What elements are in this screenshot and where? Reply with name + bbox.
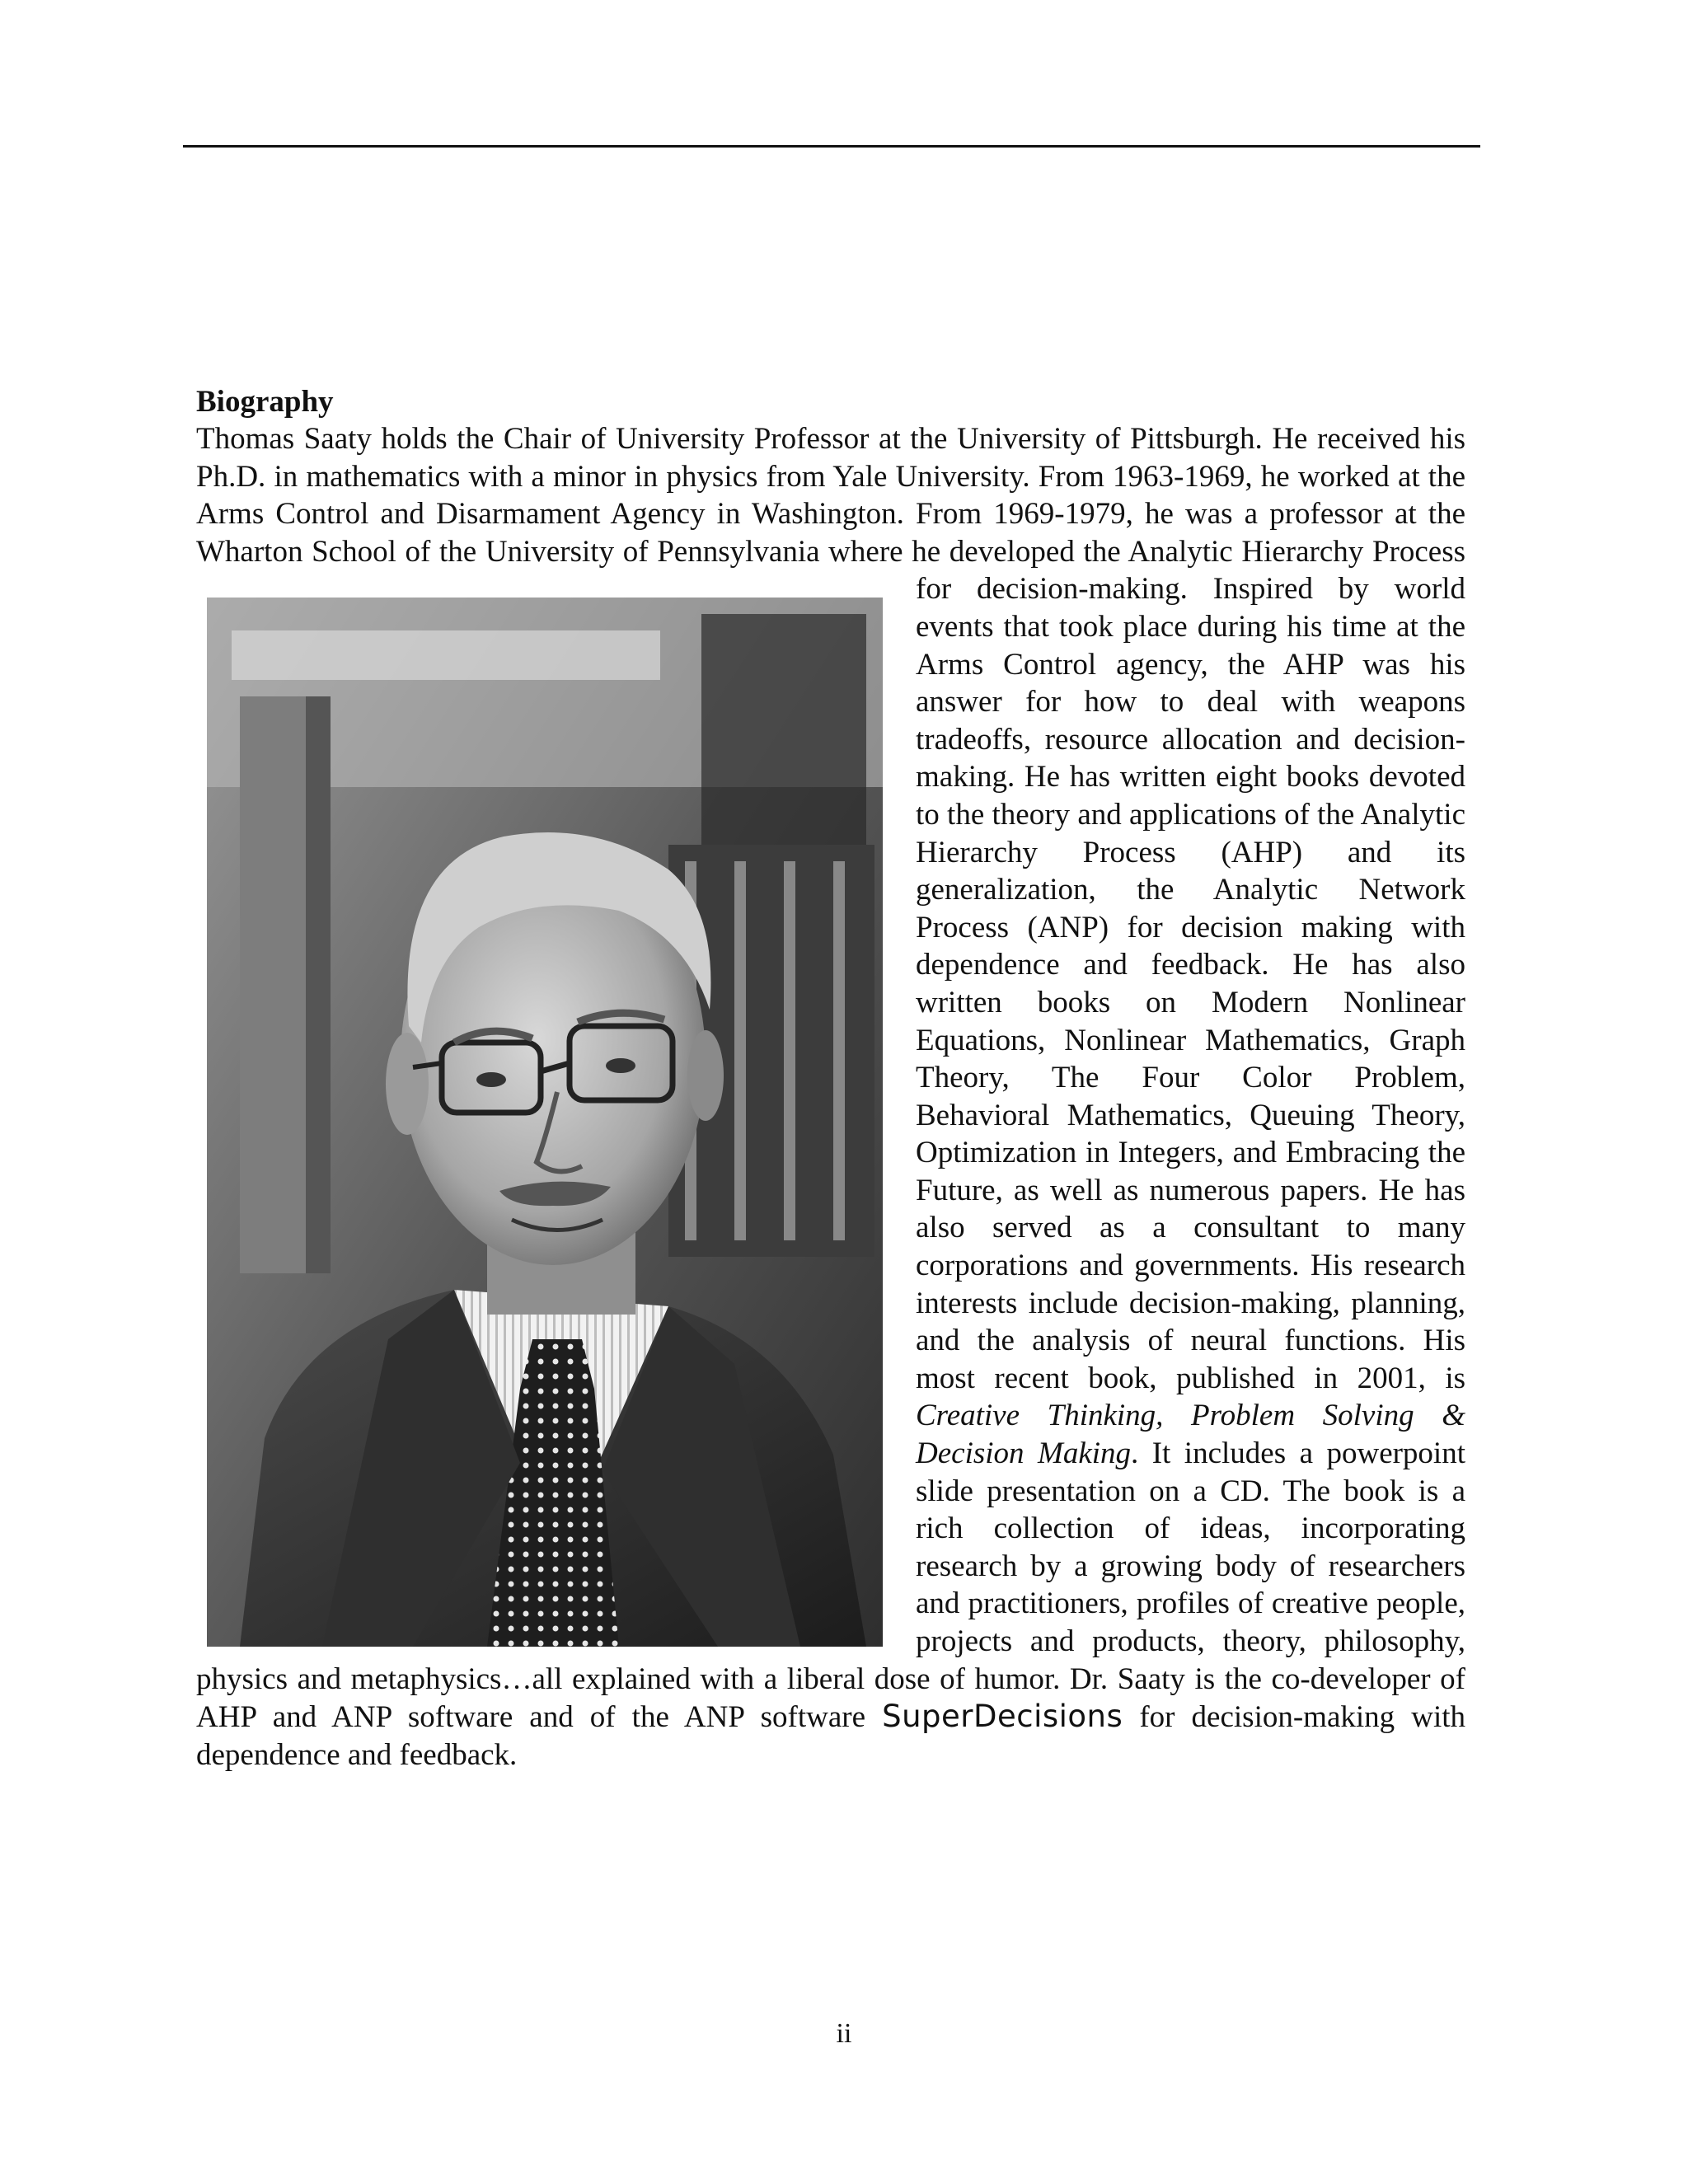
portrait-photo [207,598,883,1647]
header-rule [183,145,1480,148]
biography-part1: Thomas Saaty holds the Chair of University Professor at the University of Pittsburgh. He received his Ph.D. in mathematics with a minor in physics from Yale University. From 1963-1969, he worked at the Arms Control and Disarmament Agency in Washington. From 1969-1979, he was a professor at the Wharton School of the University of Pennsylvania where he developed the Analytic Hierarchy Process for decision-making. Inspired by world events that took place during his time at the Arms Control agency, the AHP was his answer for how to deal with weapons tradeoffs, resource allocation and decision-making. He has written eight books devoted to the theory and applications of the Analytic Hierarchy Process (AHP) and its generalization, the Analytic Network Process (ANP) for decision making with dependence and feedback. He has also written books on Modern Nonlinear Equations, Nonlinear Mathematics, Graph Theory, The Four Color Problem, Behavioral Mathematics, Queuing Theory, Optimization in Integers, and Embracing the Future, as well as numerous papers. He has also served as a consultant to many corporations and governments. His research interests include decision-making, planning, and the analysis of neural functions. His most recent book, published in 2001, is [196,422,1465,1395]
book-title: Creative Thinking, Problem Solving & Decision Making [916,1399,1465,1471]
biography-part3: for decision-making with dependence and feedback. [196,1700,1466,1772]
portrait-photo-graphic [207,598,883,1647]
software-name: SuperDecisions [882,1699,1123,1735]
section-heading: Biography [196,385,334,419]
biography-part2: . It includes a powerpoint slide presentation on a CD. The book is a rich collection of ideas, incorporating research by a growing body of researchers and practitioners, profiles of creative people, projects and products, theory, philosophy, physics and metaphysics…all explained with a liberal dose of humor. Dr. Saaty is the co-developer of AHP and ANP software and of the ANP software [196,1436,1465,1735]
biography-text [196,420,1465,1774]
page-number: ii [836,2018,852,2049]
